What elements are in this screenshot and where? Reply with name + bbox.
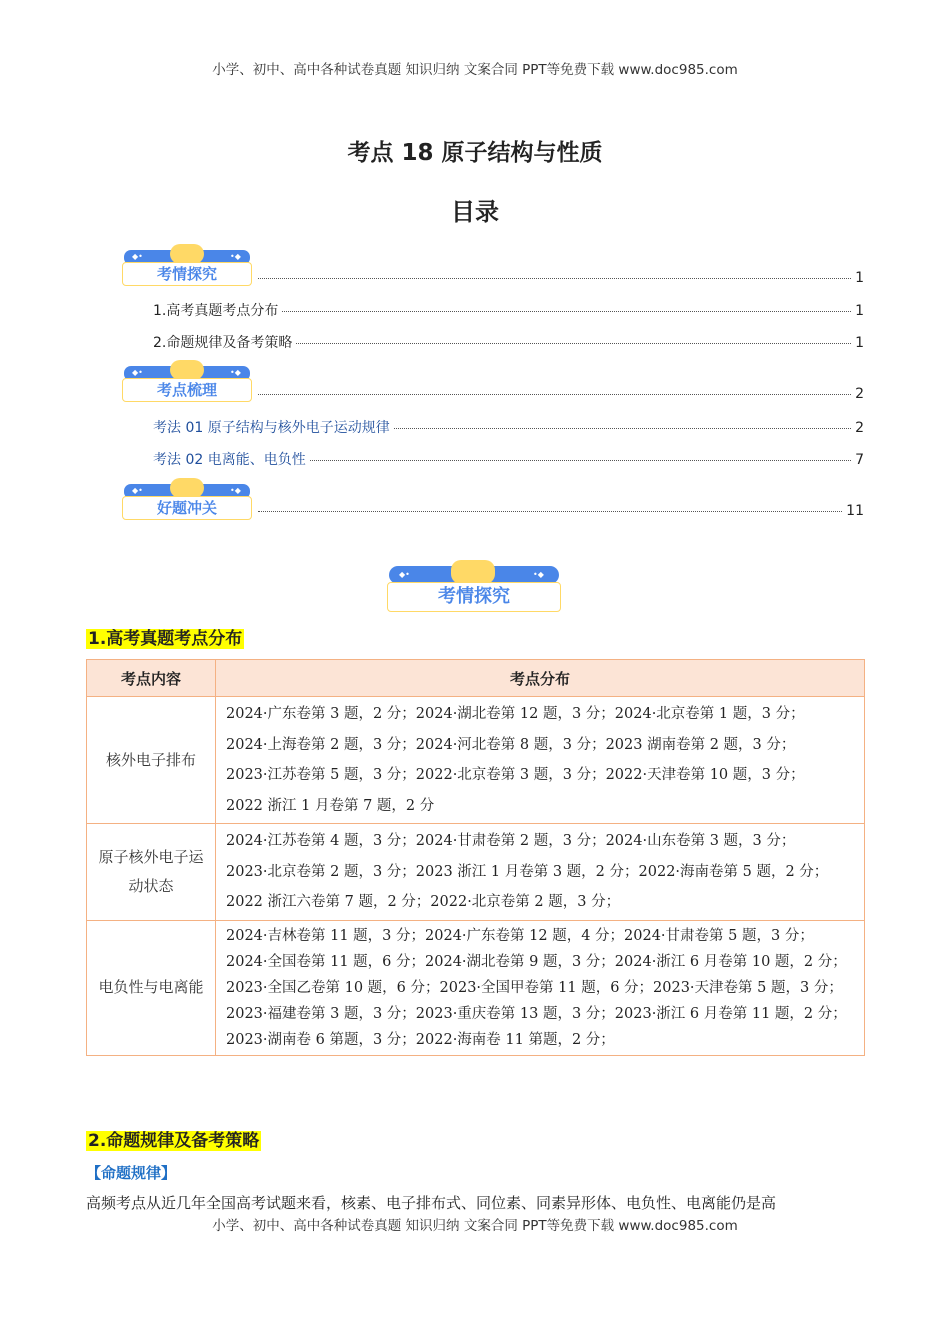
badge-label: 考情探究 (122, 262, 252, 286)
toc-entry[interactable] (254, 270, 864, 286)
diamond-icon: ◆• (132, 252, 143, 261)
table-row (87, 920, 865, 1055)
diamond-icon: •◆ (230, 252, 241, 261)
page-footer: 小学、初中、高中各种试卷真题 知识归纳 文案合同 PPT等免费下载 www.doc985.com (212, 1218, 738, 1234)
page-header: 小学、初中、高中各种试卷真题 知识归纳 文案合同 PPT等免费下载 www.doc985.com (212, 62, 738, 78)
subsection-tag: 【命题规律】 (86, 1164, 177, 1182)
diamond-icon: ◆• (132, 486, 143, 495)
column-header: 考点内容 (87, 660, 216, 697)
toc-page-number: 1 (855, 335, 864, 351)
distribution-cell: 2024·吉林卷第 11 题，3 分；2024·广东卷第 12 题，4 分；2024·甘肃卷第 5 题，3 分； 2024·全国卷第 11 题，6 分；2024·湖北卷第 9 题，3 分；2024·浙江 6 月卷第 10 题，2 分； 2023·全国乙卷第 10 题，6 分；2023·全国甲卷第 11 题，6 分；2023·天津卷第 5 题，3 分； 2023·福建卷第 3 题，3 分；2023·重庆卷第 13 题，3 分；2023·浙江 6 月卷第 11 题，2 分； 2023·湖南卷 6 第题，3 分；2022·海南卷 11 第题，2 分； (216, 920, 865, 1055)
toc-page-number: 2 (855, 420, 864, 436)
toc-entry[interactable]: 考法 01 原子结构与核外电子运动规律 2 (153, 420, 864, 436)
toc-page-number: 2 (855, 386, 864, 402)
table-row (87, 824, 865, 921)
toc-page-number: 1 (855, 270, 864, 286)
badge-kaoqing[interactable] (122, 250, 252, 286)
toc-page-number: 11 (846, 503, 864, 519)
diamond-icon: •◆ (230, 368, 241, 377)
diamond-icon: ◆• (132, 368, 143, 377)
category-cell: 核外电子排布 (87, 697, 216, 824)
category-cell: 原子核外电子运动状态 (87, 824, 216, 921)
body-paragraph: 高频考点从近几年全国高考试题来看，核素、电子排布式、同位素、同素异形体、电负性、电离能仍是高 (86, 1194, 777, 1212)
document-title: 考点 18 原子结构与性质 (347, 140, 603, 166)
distribution-cell: 2024·江苏卷第 4 题，3 分；2024·甘肃卷第 2 题，3 分；2024·山东卷第 3 题，3 分； 2023·北京卷第 2 题，3 分；2023 浙江 1 月卷第 3 题，2 分；2022·海南卷第 5 题，2 分； 2022 浙江六卷第 7 题，2 分；2022·北京卷第 2 题，3 分； (216, 824, 865, 921)
toc-page-number: 7 (855, 452, 864, 468)
toc-entry[interactable]: 2.命题规律及备考策略 1 (153, 335, 864, 351)
section-heading: 2.命题规律及备考策略 (88, 1131, 260, 1151)
exam-distribution-table (86, 659, 865, 1056)
column-header: 考点分布 (216, 660, 865, 697)
section-badge-kaoqing (387, 566, 562, 612)
badge-label: 考情探究 (387, 582, 561, 612)
toc-entry[interactable]: 考法 02 电离能、电负性 7 (153, 452, 864, 468)
category-cell: 电负性与电离能 (87, 920, 216, 1055)
toc-heading: 目录 (451, 198, 499, 226)
toc-entry[interactable] (254, 386, 864, 402)
distribution-cell: 2024·广东卷第 3 题，2 分；2024·湖北卷第 12 题，3 分；2024·北京卷第 1 题，3 分； 2024·上海卷第 2 题，3 分；2024·河北卷第 8 题，3 分；2023 湖南卷第 2 题，3 分； 2023·江苏卷第 5 题，3 分；2022·北京卷第 3 题，3 分；2022·天津卷第 10 题，3 分； 2022 浙江 1 月卷第 7 题，2 分 (216, 697, 865, 824)
toc-entry[interactable] (254, 503, 864, 519)
table-row (87, 697, 865, 824)
diamond-icon: •◆ (533, 570, 544, 579)
diamond-icon: •◆ (230, 486, 241, 495)
toc-page-number: 1 (855, 303, 864, 319)
badge-haoti[interactable] (122, 484, 252, 520)
table-header-row (87, 660, 865, 697)
diamond-icon: ◆• (399, 570, 410, 579)
toc-entry[interactable]: 1.高考真题考点分布 1 (153, 303, 864, 319)
badge-kaodian[interactable] (122, 366, 252, 402)
badge-label: 好题冲关 (122, 496, 252, 520)
badge-label: 考点梳理 (122, 378, 252, 402)
section-heading: 1.高考真题考点分布 (88, 629, 243, 649)
